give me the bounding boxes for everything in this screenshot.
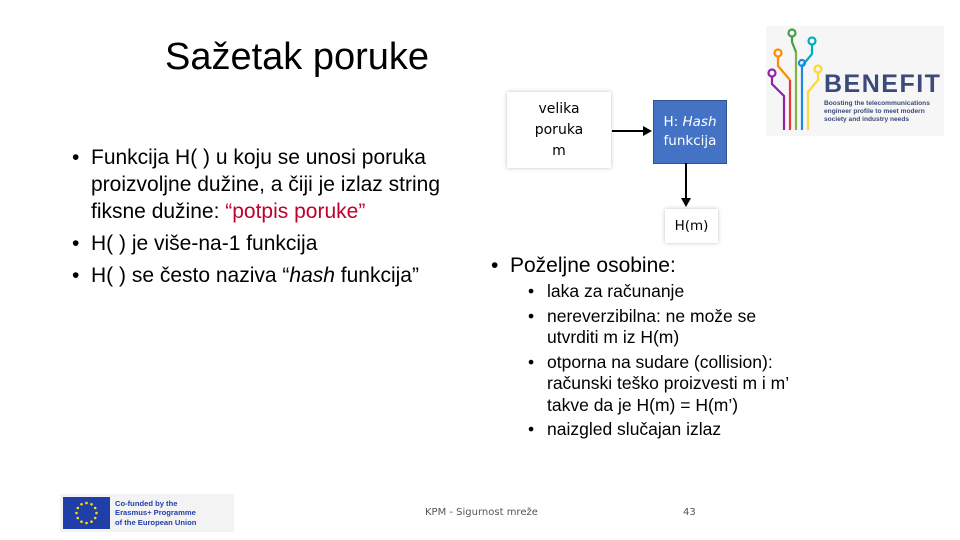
benefit-logo [766,26,944,136]
eu-cofunded-badge [60,494,234,532]
function-suffix: funkcija [663,133,717,149]
slide-title: Sažetak poruke [165,36,430,78]
bullet-many-to-one [72,230,492,257]
eu-flag-icon [63,497,110,529]
hash-function-box [653,100,727,164]
function-prefix: H: [663,114,683,130]
circuit-tree-icon [766,26,826,136]
bullet-text: H( ) se često naziva “ [91,264,290,287]
property-item: • laka za računanje [528,281,800,303]
benefit-tagline: Boosting the telecommunications engineer profile to meet modern society and industry needs [824,100,930,123]
bullet-text: H( ) je više-na-1 funkcija [91,232,318,255]
property-item: • otporna na sudare (collision): računski teško proizvesti m i m’ takve da je H(m) = H(m’) [528,352,800,417]
properties-heading-text: Poželjne osobine: [510,254,676,277]
page-number: 43 [683,507,696,518]
benefit-wordmark: BENEFIT [824,70,942,98]
output-hash-box [665,209,718,243]
properties-heading: • Poželjne osobine: [491,254,676,277]
bullet-text: Funkcija H( ) u koju se unosi poruka proizvoljne dužine, a čiji je izlaz string fiksne dužine: [91,146,440,223]
bullet-hash-name [72,262,492,289]
output-label: H(m) [674,218,709,234]
property-item: • naizgled slučajan izlaz [528,419,800,441]
properties-list [528,281,800,444]
eu-text-line: of the European Union [115,517,197,527]
italic-text: hash [289,264,335,287]
bullet-hash-definition [72,144,492,225]
property-item: • nereverzibilna: ne može se utvrditi m iz H(m) [528,306,800,349]
input-label-line: m [552,142,566,159]
bullet-text: funkcija” [334,264,419,287]
eu-text-line: Erasmus+ Programme [115,508,196,518]
highlight-text: “potpis poruke” [225,200,366,223]
arrowhead-right-icon [643,126,652,136]
main-bullet-list [72,144,492,294]
input-label-line: poruka [534,121,584,138]
footer-course-title: KPM - Sigurnost mreže [425,507,538,518]
input-label-line: velika [538,100,580,117]
eu-text-line: Co-funded by the [115,498,178,508]
arrowhead-down-icon [681,198,691,207]
input-message-box [507,92,611,168]
function-italic: Hash [682,114,717,130]
